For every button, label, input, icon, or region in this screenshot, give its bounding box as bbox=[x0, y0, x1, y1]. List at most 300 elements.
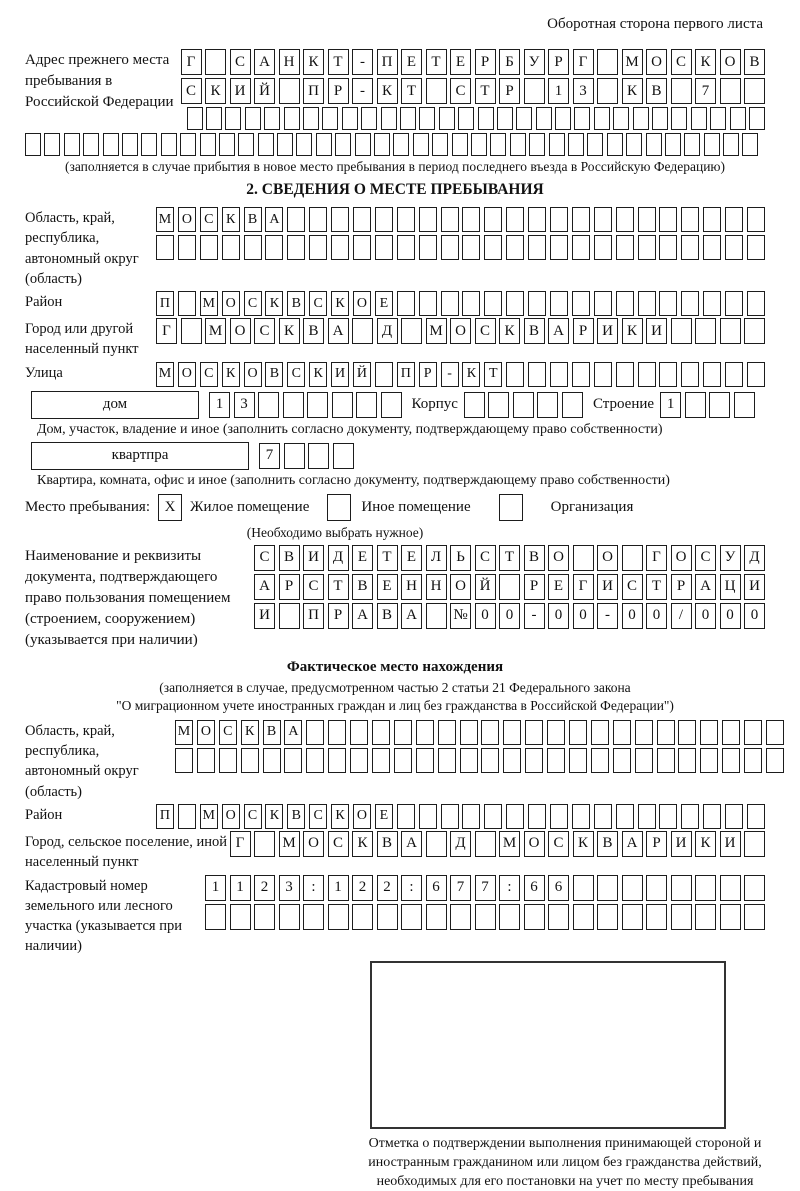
char-cell bbox=[397, 235, 415, 260]
char-cell: О bbox=[178, 362, 196, 387]
char-cell: К bbox=[241, 720, 259, 745]
char-cell: Н bbox=[426, 574, 447, 600]
char-row-prev-address-3 bbox=[187, 107, 765, 130]
char-cell: М bbox=[205, 318, 226, 344]
char-cell bbox=[638, 804, 656, 829]
char-cell bbox=[458, 107, 474, 130]
char-cell: С bbox=[254, 545, 275, 571]
char-cell bbox=[574, 107, 590, 130]
char-cell: 0 bbox=[499, 603, 520, 629]
char-cell bbox=[691, 107, 707, 130]
char-cell bbox=[528, 207, 546, 232]
char-cell: В bbox=[744, 49, 765, 75]
prev-address-label: Адрес прежнего места пребывания в Российской Федерации bbox=[25, 52, 174, 110]
char-row-oblast-1 bbox=[156, 207, 765, 232]
char-cell bbox=[681, 235, 699, 260]
char-cell bbox=[441, 291, 459, 316]
char-cell: О bbox=[222, 804, 240, 829]
char-cell: К bbox=[279, 318, 300, 344]
char-cell bbox=[441, 804, 459, 829]
char-cell: В bbox=[279, 545, 300, 571]
char-cell bbox=[238, 133, 254, 156]
char-cell bbox=[657, 720, 675, 745]
char-cell: А bbox=[254, 574, 275, 600]
char-cell bbox=[638, 207, 656, 232]
char-row-factual-oblast-1 bbox=[175, 720, 784, 745]
char-cell bbox=[178, 804, 196, 829]
char-cell bbox=[471, 133, 487, 156]
char-cell bbox=[537, 392, 558, 418]
char-cell: М bbox=[279, 831, 300, 857]
char-cell bbox=[569, 748, 587, 773]
char-cell bbox=[331, 235, 349, 260]
char-cell: В bbox=[524, 318, 545, 344]
char-cell bbox=[510, 133, 526, 156]
char-cell bbox=[720, 318, 741, 344]
char-cell bbox=[306, 748, 324, 773]
char-cell bbox=[709, 392, 730, 418]
char-cell: - bbox=[524, 603, 545, 629]
char-cell: Т bbox=[426, 49, 447, 75]
char-cell: Р bbox=[573, 318, 594, 344]
char-cell bbox=[594, 235, 612, 260]
section2-title: 2. СВЕДЕНИЯ О МЕСТЕ ПРЕБЫВАНИЯ bbox=[246, 181, 544, 198]
char-cell bbox=[352, 904, 373, 930]
char-cell bbox=[597, 78, 618, 104]
char-cell: И bbox=[671, 831, 692, 857]
char-cell bbox=[44, 133, 60, 156]
char-cell bbox=[528, 235, 546, 260]
document-block bbox=[25, 545, 765, 651]
char-cell bbox=[397, 804, 415, 829]
char-cell bbox=[355, 133, 371, 156]
gorod-label: Город или другой населенный пункт bbox=[25, 321, 139, 358]
zhiloe-checkbox: X bbox=[158, 494, 182, 521]
char-cell bbox=[374, 133, 390, 156]
char-cell: 7 bbox=[475, 875, 496, 901]
char-cell bbox=[205, 49, 226, 75]
char-cell: А bbox=[254, 49, 275, 75]
char-cell: С bbox=[450, 78, 471, 104]
char-cell bbox=[766, 720, 784, 745]
char-row-kvartira-number bbox=[259, 443, 354, 469]
char-cell bbox=[744, 875, 765, 901]
char-cell bbox=[161, 133, 177, 156]
char-cell bbox=[572, 362, 590, 387]
char-cell: О bbox=[450, 574, 471, 600]
char-cell bbox=[328, 748, 346, 773]
char-cell bbox=[550, 362, 568, 387]
char-cell: К bbox=[222, 207, 240, 232]
char-cell: 6 bbox=[426, 875, 447, 901]
ulitsa-block bbox=[25, 362, 765, 387]
char-cell bbox=[573, 545, 594, 571]
char-cell bbox=[725, 235, 743, 260]
char-cell: И bbox=[744, 574, 765, 600]
char-cell bbox=[401, 318, 422, 344]
char-cell bbox=[594, 207, 612, 232]
char-cell bbox=[156, 235, 174, 260]
char-cell bbox=[426, 78, 447, 104]
char-cell: 6 bbox=[524, 875, 545, 901]
char-cell bbox=[704, 133, 720, 156]
char-cell: : bbox=[499, 875, 520, 901]
char-cell: 2 bbox=[254, 875, 275, 901]
char-cell bbox=[548, 904, 569, 930]
stroenie-label: Строение bbox=[592, 396, 655, 413]
char-cell bbox=[401, 904, 422, 930]
char-cell bbox=[350, 748, 368, 773]
char-cell: Т bbox=[484, 362, 502, 387]
char-cell bbox=[638, 291, 656, 316]
char-cell bbox=[438, 720, 456, 745]
char-cell bbox=[638, 362, 656, 387]
char-cell bbox=[462, 291, 480, 316]
char-cell bbox=[197, 748, 215, 773]
char-cell: Е bbox=[401, 545, 422, 571]
char-cell: Е bbox=[377, 574, 398, 600]
char-cell bbox=[659, 362, 677, 387]
char-cell: К bbox=[499, 318, 520, 344]
char-cell: 0 bbox=[646, 603, 667, 629]
factual-raion-block bbox=[25, 804, 765, 829]
char-cell: У bbox=[720, 545, 741, 571]
char-cell bbox=[464, 392, 485, 418]
char-cell bbox=[375, 207, 393, 232]
char-cell bbox=[381, 107, 397, 130]
char-cell: 2 bbox=[377, 875, 398, 901]
char-cell: С bbox=[181, 78, 202, 104]
char-cell: И bbox=[230, 78, 251, 104]
char-cell bbox=[258, 133, 274, 156]
char-cell bbox=[720, 875, 741, 901]
char-row-factual-raion bbox=[156, 804, 765, 829]
char-cell: О bbox=[646, 49, 667, 75]
char-cell: Т bbox=[328, 49, 349, 75]
char-cell bbox=[659, 291, 677, 316]
factual-gorod-block bbox=[25, 831, 765, 873]
char-cell: Т bbox=[401, 78, 422, 104]
char-row-prev-address-2 bbox=[181, 78, 766, 104]
char-cell bbox=[503, 720, 521, 745]
char-cell bbox=[481, 748, 499, 773]
char-cell bbox=[506, 235, 524, 260]
char-cell bbox=[284, 748, 302, 773]
char-cell bbox=[499, 904, 520, 930]
char-cell: Е bbox=[375, 291, 393, 316]
char-cell: М bbox=[156, 362, 174, 387]
char-cell bbox=[695, 875, 716, 901]
char-cell bbox=[441, 235, 459, 260]
char-cell bbox=[720, 904, 741, 930]
char-cell bbox=[744, 831, 765, 857]
char-cell: А bbox=[695, 574, 716, 600]
oblast-label: Область, край, республика, автономный округ (область) bbox=[25, 210, 139, 287]
char-cell: К bbox=[462, 362, 480, 387]
char-cell: А bbox=[284, 720, 302, 745]
char-cell bbox=[597, 49, 618, 75]
char-row-prev-address-1 bbox=[181, 49, 766, 75]
oblast-rows bbox=[156, 207, 765, 289]
char-cell bbox=[225, 107, 241, 130]
char-cell: Г bbox=[573, 574, 594, 600]
inoe-label: Иное помещение bbox=[361, 498, 471, 515]
char-cell: С bbox=[309, 804, 327, 829]
char-cell bbox=[488, 392, 509, 418]
document-label: Наименование и реквизиты документа, подтверждающего право пользования помещением (строением, сооружением) (указывается при наличии) bbox=[25, 547, 231, 648]
char-cell bbox=[200, 235, 218, 260]
char-cell bbox=[484, 207, 502, 232]
factual-oblast-label: Область, край, республика, автономный округ (область) bbox=[25, 722, 139, 800]
char-cell: Е bbox=[450, 49, 471, 75]
char-cell: Т bbox=[377, 545, 398, 571]
char-cell bbox=[279, 603, 300, 629]
char-cell: П bbox=[156, 291, 174, 316]
char-cell: М bbox=[622, 49, 643, 75]
char-cell: Н bbox=[279, 49, 300, 75]
char-cell: : bbox=[401, 875, 422, 901]
char-cell bbox=[372, 748, 390, 773]
char-cell bbox=[419, 207, 437, 232]
char-cell: Г bbox=[230, 831, 251, 857]
char-cell bbox=[296, 133, 312, 156]
char-cell: В bbox=[646, 78, 667, 104]
char-cell bbox=[626, 133, 642, 156]
char-cell: 1 bbox=[548, 78, 569, 104]
char-cell bbox=[279, 904, 300, 930]
char-cell bbox=[335, 133, 351, 156]
char-cell bbox=[747, 362, 765, 387]
char-cell bbox=[462, 207, 480, 232]
char-cell: Р bbox=[548, 49, 569, 75]
char-cell: В bbox=[597, 831, 618, 857]
char-row-factual-oblast-2 bbox=[175, 748, 784, 773]
char-cell: В bbox=[377, 603, 398, 629]
char-cell bbox=[616, 362, 634, 387]
char-cell bbox=[503, 748, 521, 773]
char-cell bbox=[397, 207, 415, 232]
stamp-box bbox=[370, 961, 726, 1129]
mesto-row bbox=[25, 494, 765, 521]
char-cell bbox=[353, 235, 371, 260]
char-cell bbox=[484, 235, 502, 260]
char-cell bbox=[361, 107, 377, 130]
char-cell bbox=[328, 720, 346, 745]
char-cell bbox=[244, 235, 262, 260]
char-cell bbox=[568, 133, 584, 156]
char-cell: О bbox=[222, 291, 240, 316]
factual-caption-1: (заполняется в случае, предусмотренном частью 2 статьи 21 Федерального закона bbox=[159, 679, 631, 695]
char-cell bbox=[375, 235, 393, 260]
char-cell: С bbox=[244, 291, 262, 316]
char-row-oblast-2 bbox=[156, 235, 765, 260]
char-cell: О bbox=[671, 545, 692, 571]
char-cell bbox=[200, 133, 216, 156]
char-cell bbox=[646, 875, 667, 901]
char-cell bbox=[725, 207, 743, 232]
char-cell bbox=[322, 107, 338, 130]
char-cell bbox=[635, 720, 653, 745]
char-cell bbox=[350, 720, 368, 745]
char-cell bbox=[426, 603, 447, 629]
char-cell bbox=[426, 904, 447, 930]
char-cell: К bbox=[331, 291, 349, 316]
char-cell: М bbox=[426, 318, 447, 344]
char-cell bbox=[594, 362, 612, 387]
char-cell: С bbox=[287, 362, 305, 387]
char-row-kadastr-2 bbox=[205, 904, 765, 930]
char-cell bbox=[547, 720, 565, 745]
char-cell: П bbox=[303, 603, 324, 629]
char-cell bbox=[333, 443, 354, 469]
char-cell bbox=[659, 207, 677, 232]
char-cell: П bbox=[377, 49, 398, 75]
char-cell: В bbox=[524, 545, 545, 571]
char-cell bbox=[766, 748, 784, 773]
factual-raion-label: Район bbox=[25, 806, 63, 823]
char-cell bbox=[342, 107, 358, 130]
oblast-block bbox=[25, 207, 765, 289]
char-cell bbox=[569, 720, 587, 745]
char-cell: Е bbox=[352, 545, 373, 571]
char-cell bbox=[352, 318, 373, 344]
char-cell bbox=[206, 107, 222, 130]
char-cell bbox=[681, 804, 699, 829]
char-cell bbox=[254, 904, 275, 930]
org-checkbox bbox=[499, 494, 523, 521]
char-cell bbox=[372, 720, 390, 745]
char-cell bbox=[331, 207, 349, 232]
char-cell bbox=[381, 392, 402, 418]
char-cell bbox=[681, 207, 699, 232]
char-cell bbox=[633, 107, 649, 130]
char-cell bbox=[356, 392, 377, 418]
char-cell bbox=[725, 804, 743, 829]
char-cell bbox=[254, 831, 275, 857]
char-cell bbox=[460, 748, 478, 773]
ulitsa-label: Улица bbox=[25, 364, 63, 381]
char-cell bbox=[141, 133, 157, 156]
char-cell: К bbox=[265, 291, 283, 316]
char-row-stroenie bbox=[660, 392, 755, 418]
char-cell bbox=[426, 831, 447, 857]
char-cell bbox=[710, 107, 726, 130]
char-cell: К bbox=[222, 362, 240, 387]
char-cell: 1 bbox=[209, 392, 230, 418]
char-cell bbox=[703, 207, 721, 232]
char-cell bbox=[419, 235, 437, 260]
char-cell: М bbox=[499, 831, 520, 857]
char-cell: 3 bbox=[279, 875, 300, 901]
char-cell bbox=[307, 392, 328, 418]
char-cell bbox=[607, 133, 623, 156]
char-cell bbox=[722, 748, 740, 773]
char-cell bbox=[439, 107, 455, 130]
char-cell bbox=[303, 107, 319, 130]
char-cell: Д bbox=[377, 318, 398, 344]
char-cell: М bbox=[200, 291, 218, 316]
char-cell bbox=[587, 133, 603, 156]
mesto-label: Место пребывания: bbox=[25, 498, 150, 515]
char-cell bbox=[525, 748, 543, 773]
char-cell: 0 bbox=[548, 603, 569, 629]
char-cell: 2 bbox=[352, 875, 373, 901]
char-cell bbox=[394, 748, 412, 773]
char-cell: Й bbox=[254, 78, 275, 104]
char-cell: Й bbox=[353, 362, 371, 387]
char-cell bbox=[353, 207, 371, 232]
char-cell bbox=[747, 235, 765, 260]
char-cell: 1 bbox=[660, 392, 681, 418]
char-cell: М bbox=[175, 720, 193, 745]
char-cell: Ь bbox=[450, 545, 471, 571]
char-cell bbox=[700, 748, 718, 773]
char-cell: А bbox=[352, 603, 373, 629]
char-cell bbox=[528, 291, 546, 316]
char-cell: О bbox=[244, 362, 262, 387]
char-cell bbox=[720, 78, 741, 104]
char-cell: К bbox=[622, 318, 643, 344]
kvartira-row bbox=[25, 442, 765, 470]
char-cell: О bbox=[548, 545, 569, 571]
char-cell bbox=[303, 904, 324, 930]
char-cell: О bbox=[178, 207, 196, 232]
char-row-document-1 bbox=[254, 545, 765, 571]
char-cell bbox=[749, 107, 765, 130]
char-cell: С bbox=[200, 362, 218, 387]
org-label: Организация bbox=[550, 498, 634, 515]
char-cell bbox=[572, 235, 590, 260]
dom-type-box: дом bbox=[31, 391, 199, 419]
char-cell: В bbox=[377, 831, 398, 857]
char-cell: Д bbox=[744, 545, 765, 571]
char-cell bbox=[549, 133, 565, 156]
char-cell: И bbox=[720, 831, 741, 857]
char-cell bbox=[524, 78, 545, 104]
char-cell bbox=[616, 207, 634, 232]
char-cell bbox=[671, 78, 692, 104]
char-cell: К bbox=[695, 49, 716, 75]
char-cell: Г bbox=[573, 49, 594, 75]
char-cell bbox=[484, 291, 502, 316]
char-cell: К bbox=[573, 831, 594, 857]
char-cell: 7 bbox=[259, 443, 280, 469]
inoe-checkbox bbox=[327, 494, 351, 521]
char-cell: К bbox=[205, 78, 226, 104]
char-cell: К bbox=[695, 831, 716, 857]
char-cell bbox=[555, 107, 571, 130]
char-row-kadastr-1 bbox=[205, 875, 765, 901]
char-cell bbox=[258, 392, 279, 418]
char-cell bbox=[513, 392, 534, 418]
char-cell bbox=[178, 235, 196, 260]
char-cell bbox=[597, 904, 618, 930]
dom-row bbox=[25, 391, 765, 419]
char-cell bbox=[529, 133, 545, 156]
char-cell: 7 bbox=[695, 78, 716, 104]
char-cell bbox=[284, 443, 305, 469]
char-cell bbox=[222, 235, 240, 260]
char-cell bbox=[742, 133, 758, 156]
char-cell bbox=[747, 804, 765, 829]
char-cell bbox=[622, 875, 643, 901]
char-cell: К bbox=[303, 49, 324, 75]
char-cell: Р bbox=[419, 362, 437, 387]
kvartira-type-box: квартпра bbox=[31, 442, 249, 470]
kadastr-label: Кадастровый номер земельного или лесного участка (указывается при наличии) bbox=[25, 877, 182, 955]
char-cell bbox=[413, 133, 429, 156]
char-cell: О bbox=[353, 291, 371, 316]
